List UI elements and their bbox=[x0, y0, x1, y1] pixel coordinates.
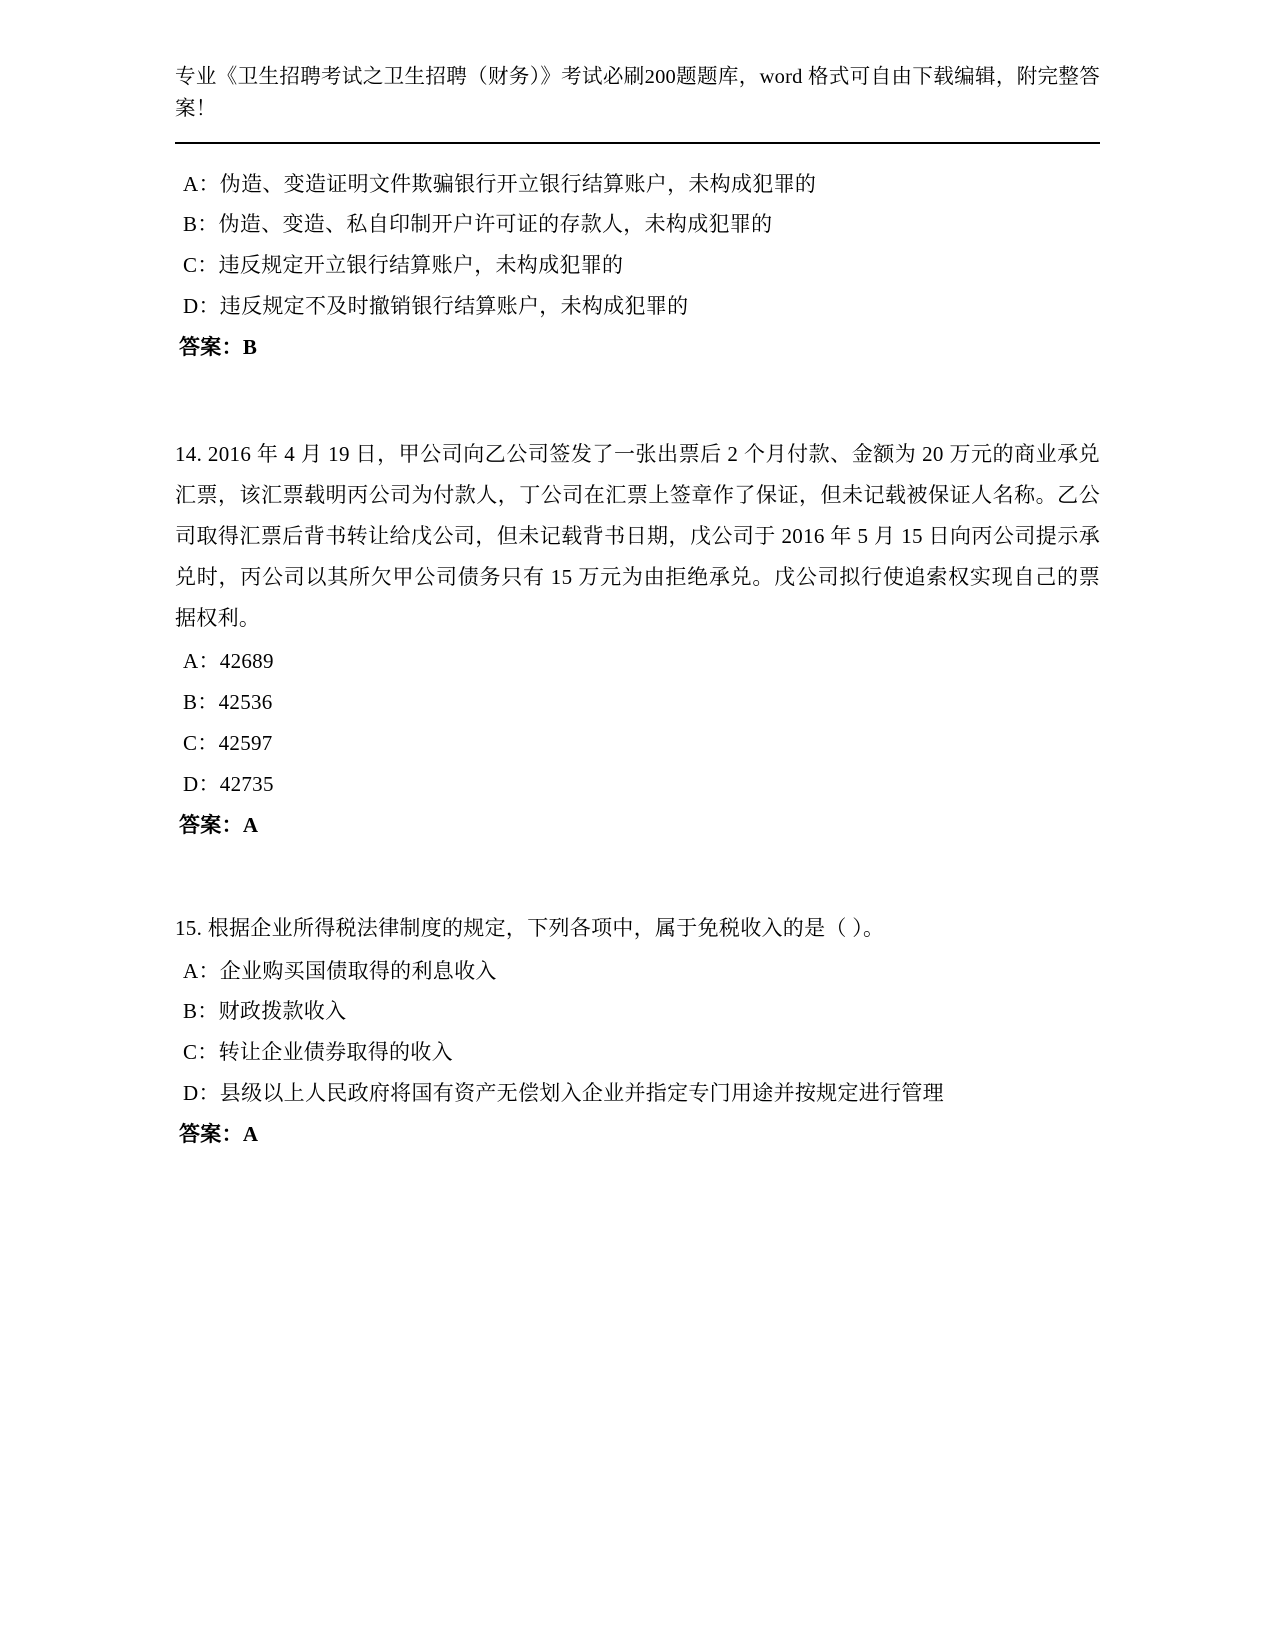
answer-value: A bbox=[242, 812, 259, 837]
question-stem: 15. 根据企业所得税法律制度的规定，下列各项中，属于免税收入的是（ ）。 bbox=[175, 915, 885, 940]
option-a: A：42689 bbox=[183, 648, 274, 673]
question-block bbox=[175, 164, 1100, 369]
option-b: B：伪造、变造、私自印制开户许可证的存款人，未构成犯罪的 bbox=[183, 212, 773, 237]
option-a: A：伪造、变造证明文件欺骗银行开立银行结算账户，未构成犯罪的 bbox=[183, 171, 817, 196]
question-block bbox=[175, 434, 1100, 845]
option-c: C：违反规定开立银行结算账户，未构成犯罪的 bbox=[183, 253, 624, 278]
option-c: C：转让企业债券取得的收入 bbox=[183, 1040, 453, 1065]
question-stem: 14. 2016 年 4 月 19 日，甲公司向乙公司签发了一张出票后 2 个月付款、金额为 20 万元的商业承兑汇票，该汇票载明丙公司为付款人，丁公司在汇票上签章作了保证，但未记载被保证人名称。乙公司取得汇票后背书转让给戊公司，但未记载背书日期，戊公司于 2016 年 5 月 15 日向丙公司提示承兑时，丙公司以其所欠甲公司债务只有 15 万元为由拒绝承兑。戊公司拟行使追索权实现自己的票据权利。 bbox=[175, 442, 1100, 630]
option-d: D：42735 bbox=[183, 771, 274, 796]
spacer bbox=[175, 856, 1100, 908]
question-block bbox=[175, 908, 1100, 1156]
option-list bbox=[175, 164, 1100, 328]
option-b: B：42536 bbox=[183, 689, 273, 714]
answer-label: 答案： bbox=[179, 1122, 243, 1147]
spacer bbox=[175, 378, 1100, 434]
answer-line bbox=[175, 327, 1100, 368]
option-c: C：42597 bbox=[183, 730, 273, 755]
answer-label: 答案： bbox=[179, 812, 243, 837]
answer-line bbox=[175, 1114, 1100, 1155]
header-divider bbox=[175, 142, 1100, 144]
option-b: B：财政拨款收入 bbox=[183, 999, 347, 1024]
answer-value: A bbox=[242, 1122, 259, 1147]
option-d: D：违反规定不及时撤销银行结算账户，未构成犯罪的 bbox=[183, 294, 689, 319]
option-list bbox=[175, 641, 1100, 805]
option-a: A：企业购买国债取得的利息收入 bbox=[183, 958, 497, 983]
option-list bbox=[175, 951, 1100, 1115]
option-d: D：县级以上人民政府将国有资产无偿划入企业并指定专门用途并按规定进行管理 bbox=[183, 1081, 944, 1106]
answer-label: 答案： bbox=[179, 335, 243, 360]
answer-line bbox=[175, 805, 1100, 846]
document-header: 专业《卫生招聘考试之卫生招聘（财务）》考试必刷200题题库，word 格式可自由下载编辑，附完整答案！ bbox=[175, 66, 1100, 120]
answer-value: B bbox=[242, 335, 258, 360]
